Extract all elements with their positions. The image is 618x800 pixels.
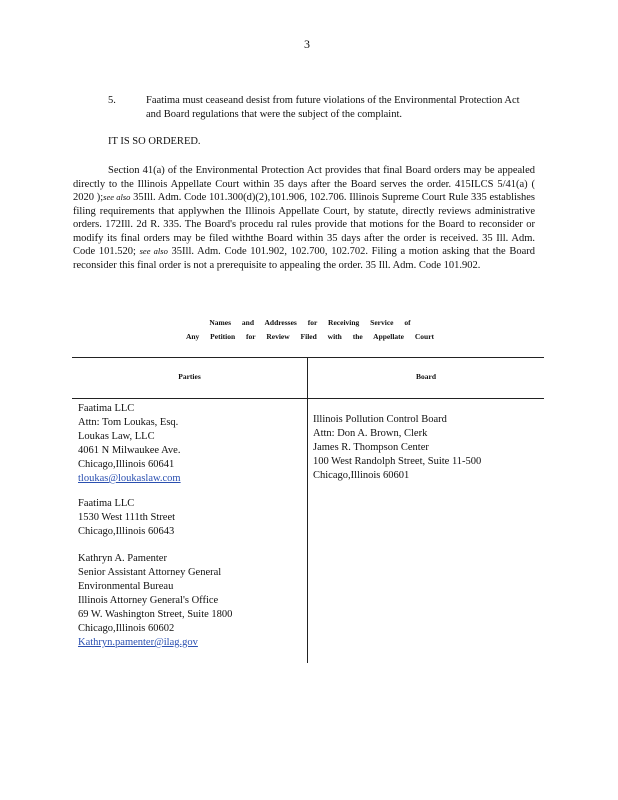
address-line: Attn: Don A. Brown, Clerk — [313, 428, 428, 439]
address-line: 4061 N Milwaukee Ave. — [78, 445, 181, 456]
table-header-rule — [72, 398, 544, 399]
col-header-parties: Parties — [178, 372, 201, 381]
address-line: Kathryn A. Pamenter — [78, 553, 167, 564]
address-line: Loukas Law, LLC — [78, 431, 155, 442]
service-heading-line-2: Any Petition for Review Filed with the Appellate Court — [185, 332, 435, 341]
party-entry-1 — [78, 402, 181, 486]
paragraph-part-1: Section 41(a) of the Environmental Protection Act provides that final Board orders may be appealed directly to the Illinois Appellate Court within 35 days after the Board serves the order. 415ILCS 5/41(a) ( 2020 ); — [73, 165, 535, 203]
address-line: 1530 West 111th Street — [78, 512, 176, 523]
address-line: Chicago,Illinois 60641 — [78, 459, 175, 470]
appeal-paragraph — [73, 164, 535, 272]
address-line: Illinois Attorney General's Office — [78, 595, 219, 606]
email-link[interactable]: Kathryn.pamenter@ilag.gov — [78, 637, 198, 648]
col-header-board: Board — [415, 372, 436, 381]
paragraph-part-2: 35Ill. Adm. Code 101.300(d)(2),101.906, 102.706. Illinois Supreme Court Rule 335 establishes filing requirements that applywhen the Illinois Appellate Court, by statute, directly reviews administrative orders. 172Ill. 2d R. 335. The Board's procedu ral rules provide that motions for the Board to reconsider or modify its final orders may be filed withthe Board within 35 days after the order is received. 35 Ill. Adm. Code 101.520; — [73, 192, 536, 257]
address-line: 100 West Randolph Street, Suite 11-500 — [313, 456, 482, 467]
table-column-divider — [307, 357, 308, 663]
address-line: James R. Thompson Center — [313, 442, 429, 453]
see-also-2: see also — [139, 246, 168, 256]
address-line: Illinois Pollution Control Board — [313, 414, 447, 425]
paragraph-part-3: 35Ill. Adm. Code 101.902, 102.700, 102.702. Filing a motion asking that the Board reconsider this final order is not a prerequisite to appealing the order. 35 Ill. Adm. Code 101.902. — [73, 246, 535, 271]
table-top-rule — [72, 357, 544, 358]
address-line: Environmental Bureau — [78, 581, 174, 592]
board-entry — [313, 413, 481, 483]
address-line: Faatima LLC — [78, 498, 135, 509]
item-text: Faatima must ceaseand desist from future violations of the Environmental Protection Act and Board regulations that were the subject of the complaint. — [146, 95, 520, 120]
party-entry-2 — [78, 497, 175, 539]
so-ordered: IT IS SO ORDERED. — [108, 136, 201, 147]
address-line: 69 W. Washington Street, Suite 1800 — [78, 609, 233, 620]
page-number: 3 — [304, 37, 310, 51]
address-line: Chicago,Illinois 60602 — [78, 623, 175, 634]
address-line: Chicago,Illinois 60601 — [313, 470, 410, 481]
item-number: 5. — [108, 95, 116, 106]
address-line: Attn: Tom Loukas, Esq. — [78, 417, 179, 428]
order-item-5 — [108, 94, 528, 122]
see-also-1: see also — [103, 192, 131, 202]
party-entry-3 — [78, 552, 232, 650]
address-line: Chicago,Illinois 60643 — [78, 526, 175, 537]
service-heading-line-1: Names and Addresses for Receiving Service of — [209, 318, 411, 327]
address-line: Senior Assistant Attorney General — [78, 567, 222, 578]
email-link[interactable]: tloukas@loukaslaw.com — [78, 473, 181, 484]
address-line: Faatima LLC — [78, 403, 135, 414]
service-heading — [140, 316, 480, 344]
